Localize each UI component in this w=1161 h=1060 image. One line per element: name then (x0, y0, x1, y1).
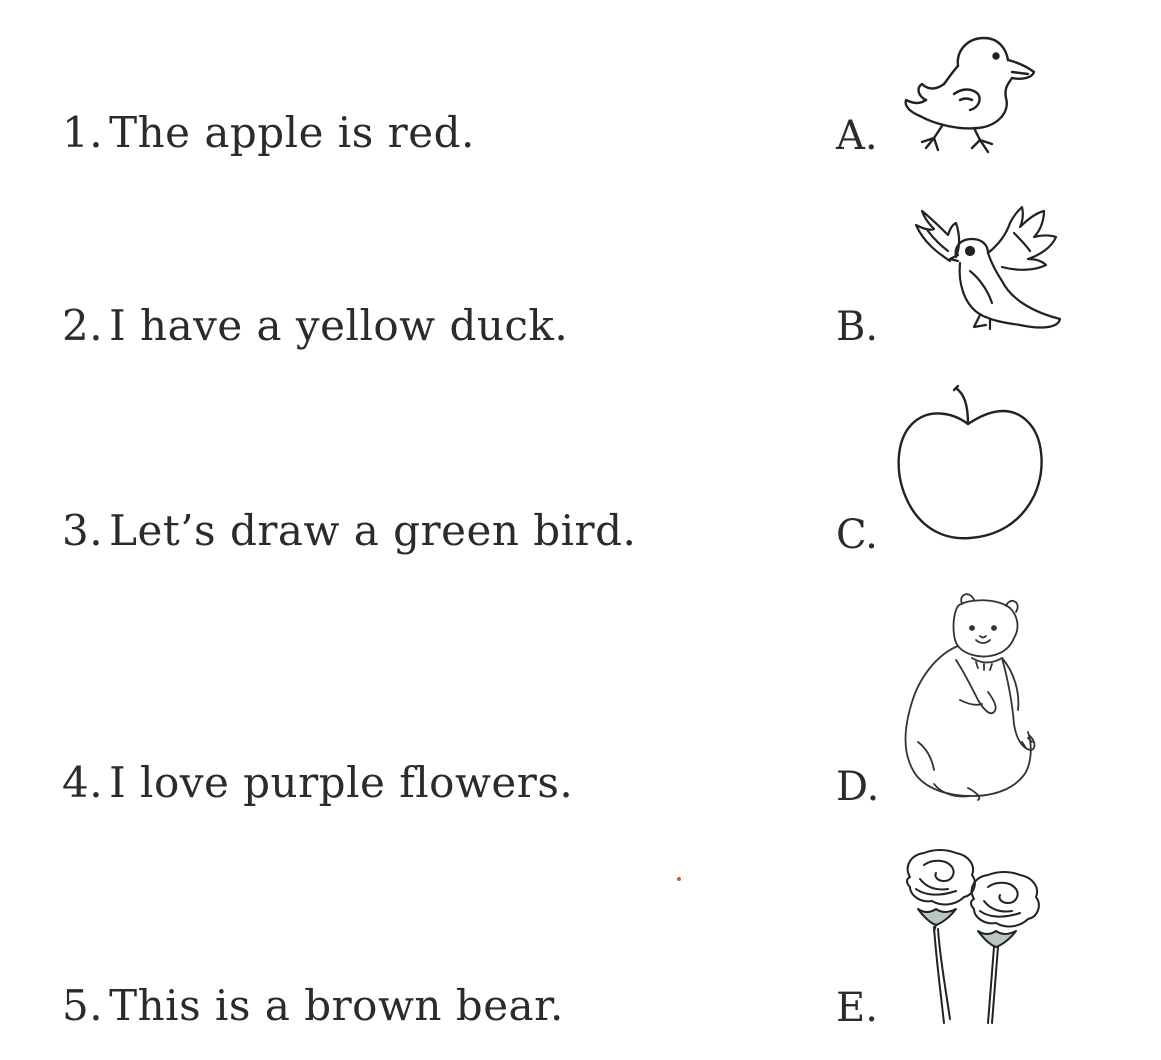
sentence-4 (62, 758, 574, 807)
bear-icon (898, 592, 1038, 802)
sentence-text: This is a brown bear. (109, 981, 564, 1030)
apple-icon (894, 384, 1046, 544)
option-letter-a: A. (836, 113, 878, 159)
sentence-number: 2. (62, 301, 104, 350)
sentence-text: Let’s draw a green bird. (109, 506, 637, 555)
sentence-text: The apple is red. (109, 108, 475, 157)
sentence-text: I love purple flowers. (109, 758, 574, 807)
option-letter-c: C. (836, 512, 878, 558)
print-speck (677, 877, 681, 881)
flowers-icon (898, 847, 1048, 1027)
sentence-number: 4. (62, 758, 104, 807)
bird-icon (910, 205, 1062, 333)
option-letter-b: B. (836, 304, 879, 350)
sentence-1 (62, 108, 475, 157)
sentence-5 (62, 981, 564, 1030)
sentence-text: I have a yellow duck. (109, 301, 569, 350)
option-letter-d: D. (836, 764, 880, 810)
sentence-number: 1. (62, 108, 104, 157)
sentence-number: 5. (62, 981, 104, 1030)
option-letter-e: E. (836, 985, 878, 1031)
sentence-number: 3. (62, 506, 104, 555)
sentence-3 (62, 506, 637, 555)
sentence-2 (62, 301, 569, 350)
duck-icon (898, 28, 1043, 156)
